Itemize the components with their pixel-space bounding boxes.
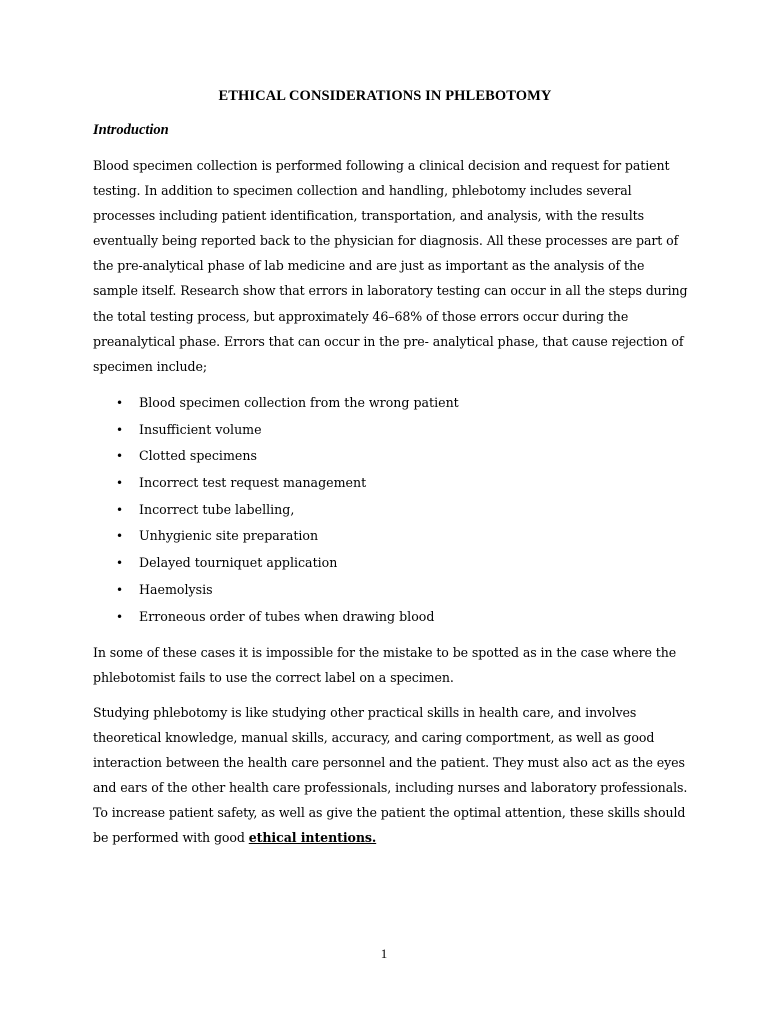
paragraph-intro: [93, 153, 688, 379]
bullet-icon: •: [116, 422, 124, 437]
paragraph-mistakes: [93, 640, 677, 690]
bullet-icon: •: [116, 582, 124, 597]
list-item-text: Haemolysis: [139, 581, 213, 597]
bullet-icon: •: [116, 449, 124, 464]
paragraph-line: preanalytical phase. Errors that can occur in the pre- analytical phase, that cause rejection of: [93, 333, 684, 349]
bullet-icon: •: [116, 476, 124, 491]
list-item-text: Erroneous order of tubes when drawing blood: [139, 608, 435, 624]
paragraph-line: In some of these cases it is impossible for the mistake to be spotted as in the case where the: [93, 645, 677, 660]
paragraph-line: specimen include;: [93, 358, 207, 374]
section-heading: Introduction: [93, 122, 169, 138]
ethical-intentions-emphasis: ethical intentions.: [248, 830, 377, 846]
paragraph-line: Studying phlebotomy is like studying other practical skills in health care, and involves: [93, 705, 637, 720]
paragraph-line: interaction between the health care personnel and the patient. They must also act as the eyes: [93, 755, 685, 771]
bullet-icon: •: [116, 556, 124, 571]
page-number: 1: [380, 946, 388, 961]
list-item-text: Insufficient volume: [139, 421, 262, 437]
paragraph-line: the pre-analytical phase of lab medicine and are just as important as the analysis of the: [93, 258, 645, 274]
bullet-icon: •: [116, 396, 124, 410]
paragraph-line: theoretical knowledge, manual skills, accuracy, and caring comportment, as well as good: [93, 730, 655, 746]
paragraph-line: the total testing process, but approximately 46–68% of those errors occur during the: [93, 308, 629, 324]
paragraph-line: Blood specimen collection is performed following a clinical decision and request for patient: [93, 158, 670, 173]
paragraph-line: and ears of the other health care professionals, including nurses and laboratory professionals.: [93, 780, 688, 796]
paragraph-line: testing. In addition to specimen collection and handling, phlebotomy includes several: [93, 183, 632, 199]
paragraph-studying: [93, 700, 688, 851]
paragraph-line-prefix: be performed with good: [93, 830, 249, 846]
paragraph-line: eventually being reported back to the physician for diagnosis. All these processes are part of: [93, 233, 679, 249]
paragraph-line: sample itself. Research show that errors in laboratory testing can occur in all the steps during: [93, 283, 688, 299]
bullet-icon: •: [116, 502, 124, 517]
bullet-icon: •: [116, 529, 124, 544]
paragraph-line: processes including patient identification, transportation, and analysis, with the results: [93, 208, 644, 224]
list-item-text: Unhygienic site preparation: [139, 528, 319, 544]
list-item-text: Incorrect test request management: [139, 475, 367, 491]
bullet-icon: •: [116, 609, 124, 624]
list-item-text: Clotted specimens: [139, 448, 257, 464]
list-item-text: Delayed tourniquet application: [139, 555, 338, 571]
paragraph-line: To increase patient safety, as well as give the patient the optimal attention, these skills should: [93, 805, 686, 821]
paragraph-line-last: [93, 825, 677, 850]
document-title: ETHICAL CONSIDERATIONS IN PHLEBOTOMY: [218, 88, 552, 104]
list-item-text: Incorrect tube labelling,: [139, 501, 295, 517]
list-item-text: Blood specimen collection from the wrong patient: [139, 395, 459, 410]
paragraph-line: phlebotomist fails to use the correct label on a specimen.: [93, 670, 454, 686]
